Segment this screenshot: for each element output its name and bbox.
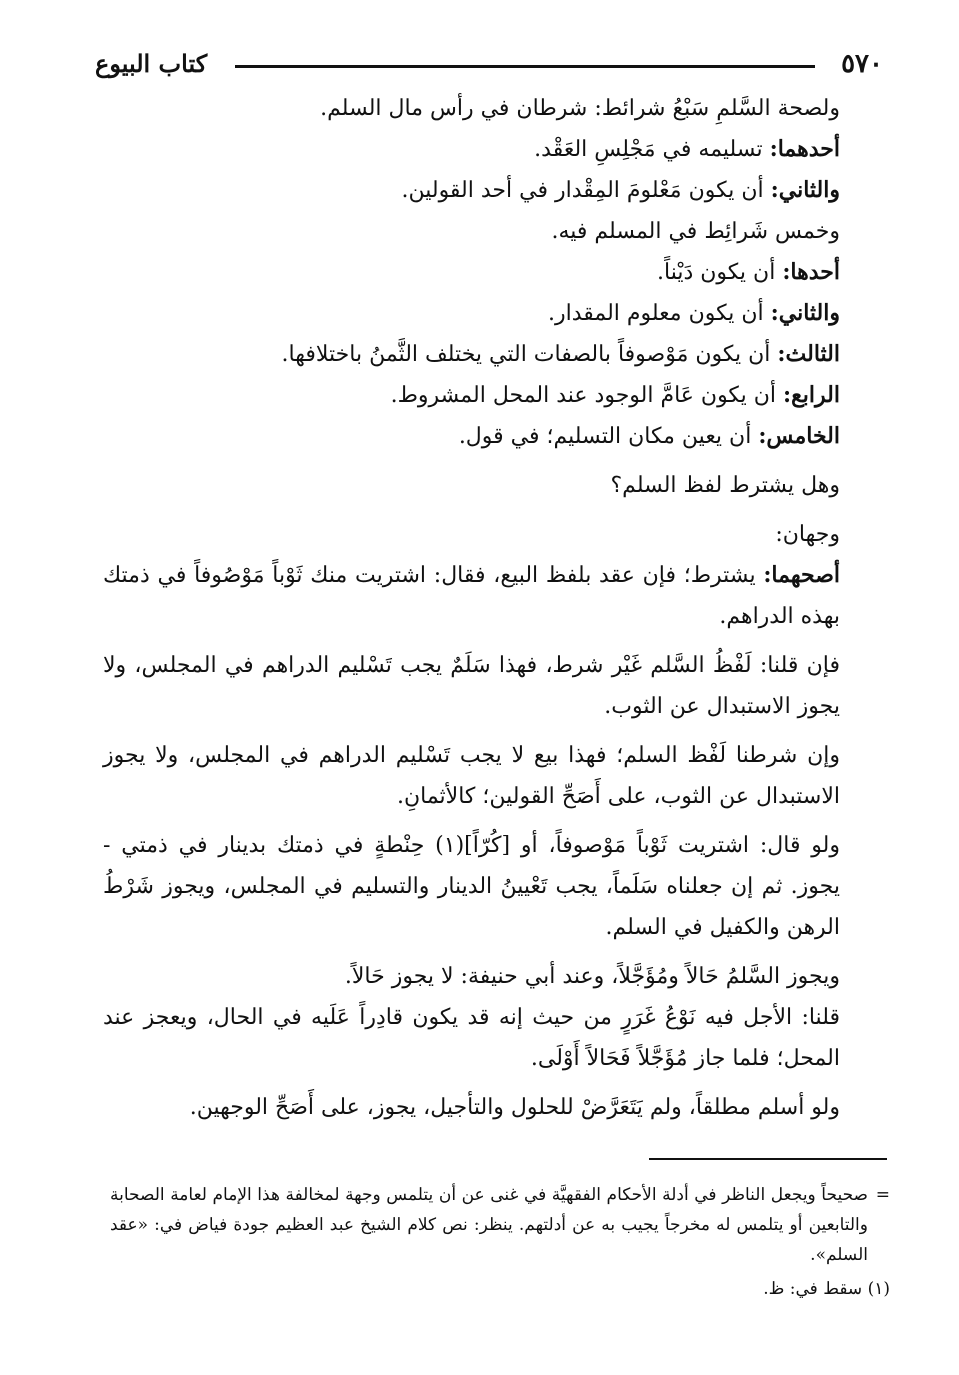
paragraph-text: أن يكون مَعْلومَ المِقْدار في أحد القولين. xyxy=(401,178,771,203)
paragraph-lead: والثاني: xyxy=(770,177,840,203)
paragraph xyxy=(103,211,840,252)
footnote-1: (١) سقط في: ظ. xyxy=(763,1279,890,1299)
paragraph xyxy=(103,293,840,334)
paragraph-lead: أصحهما: xyxy=(763,562,840,588)
paragraph-lead: والثاني: xyxy=(770,300,840,326)
paragraph xyxy=(103,735,840,817)
page-number: ٥٧٠ xyxy=(841,49,883,79)
paragraph-text: فإن قلنا: لَفْظُ السَّلم غَيْر شرط، فهذا سَلَمٌ يجب تَسْليم الدراهم في المجلس، ولا يجوز الاستبدال عن الثوب. xyxy=(103,653,840,719)
paragraph-lead: الرابع: xyxy=(782,382,840,408)
paragraph-lead: الثالث: xyxy=(777,341,840,367)
paragraph-lead: أحدها: xyxy=(782,259,840,285)
paragraph-text: يشترط؛ فإن عقد بلفظ البيع، فقال: اشتريت منك ثَوْباً مَوْصُوفاً في ذمتك بهذه الدراهم. xyxy=(103,563,840,629)
paragraph-text: ويجوز السَّلمُ حَالاً ومُؤَجَّلاً، وعند أبي حنيفة: لا يجوز حَالاً. xyxy=(344,964,840,989)
paragraph xyxy=(103,956,840,997)
paragraph-text: قلنا: الأجل فيه نَوْعُ غَرَرٍ من حيث إنه قد يكون قادِراً عَلَيه في الحال، ويعجز عند المحل؛ فلما جاز مُؤَجَّلاً فَحَالاً أَوْلَى. xyxy=(103,1005,840,1071)
paragraph xyxy=(103,334,840,375)
paragraph xyxy=(103,1087,840,1128)
paragraph-lead: أحدهما: xyxy=(769,136,840,162)
paragraph-text: وهل يشترط لفظ السلم؟ xyxy=(610,473,840,498)
paragraph-text: تسليمه في مَجْلِسِ العَقْد. xyxy=(534,137,770,162)
paragraph-text: أن يعين مكان التسليم؛ في قول. xyxy=(458,424,759,449)
paragraph xyxy=(103,514,840,555)
paragraph-text: ولصحة السَّلمِ سَبْعُ شرائط: شرطان في رأس مال السلم. xyxy=(320,96,840,121)
paragraph xyxy=(103,129,840,170)
paragraph xyxy=(103,252,840,293)
paragraph xyxy=(103,88,840,129)
paragraph-lead: الخامس: xyxy=(758,423,840,449)
paragraph-text: أن يكون دَيْناً. xyxy=(657,260,783,285)
paragraph xyxy=(103,465,840,506)
paragraph-text: أن يكون مَوْصوفاً بالصفات التي يختلف الثَّمنُ باختلافها. xyxy=(281,342,778,367)
paragraph-text: ولو أسلم مطلقاً، ولم يَتَعَرَّضْ للحلول والتأجيل، يجوز، على أَصَحِّ الوجهين. xyxy=(189,1095,840,1120)
paragraph-text: أن يكون معلوم المقدار. xyxy=(547,301,771,326)
paragraph-text: وإن شرطنا لَفْظ السلم؛ فهذا بيع لا يجب تَسْليم الدراهم في المجلس، ولا يجوز الاستبدال عن الثوب، على أَصَحِّ القولين؛ كالأثمانِ. xyxy=(103,743,840,809)
footnote-text: صحيحاً ويجعل الناظر في أدلة الأحكام الفقهيَّة في غنى عن أن يتلمس وجهة لمخالفة هذا الإمام لعامة الصحابة والتابعين أو يتلمس له مخرجاً يجيب به عن أدلتهم. ينظر: نص كلام الشيخ عبد العظيم جودة فياض في: «عقد السلم». xyxy=(110,1185,868,1265)
paragraph xyxy=(103,416,840,457)
header-rule xyxy=(235,65,815,68)
paragraph xyxy=(103,555,840,637)
footnote-continuation xyxy=(110,1180,890,1270)
continuation-mark: = xyxy=(875,1185,890,1205)
main-text xyxy=(103,88,840,1128)
footnotes xyxy=(110,1180,890,1304)
paragraph-text: أن يكون عَامَّ الوجود عند المحل المشروط. xyxy=(390,383,783,408)
paragraph-text: وجهان: xyxy=(775,522,840,547)
page-header xyxy=(95,44,883,84)
running-title: كتاب البيوع xyxy=(95,49,208,78)
paragraph xyxy=(103,645,840,727)
paragraph xyxy=(103,375,840,416)
footnote-rule xyxy=(649,1158,887,1160)
paragraph-text: ولو قال: اشتريت ثَوْباً مَوْصوفاً، أو [كُرّاً](١) حِنْطةٍ في ذمتك بدينار في ذمتي - يجوز. ثم إن جعلناه سَلَماً، يجب تَعْيينُ الدينار والتسليم في المجلس، ويجوز شَرْطُ الرهن والكفيل في السلم. xyxy=(103,833,840,940)
paragraph xyxy=(103,997,840,1079)
paragraph-text: وخمس شَرائِط في المسلم فيه. xyxy=(551,219,840,244)
paragraph xyxy=(103,170,840,211)
paragraph xyxy=(103,825,840,948)
